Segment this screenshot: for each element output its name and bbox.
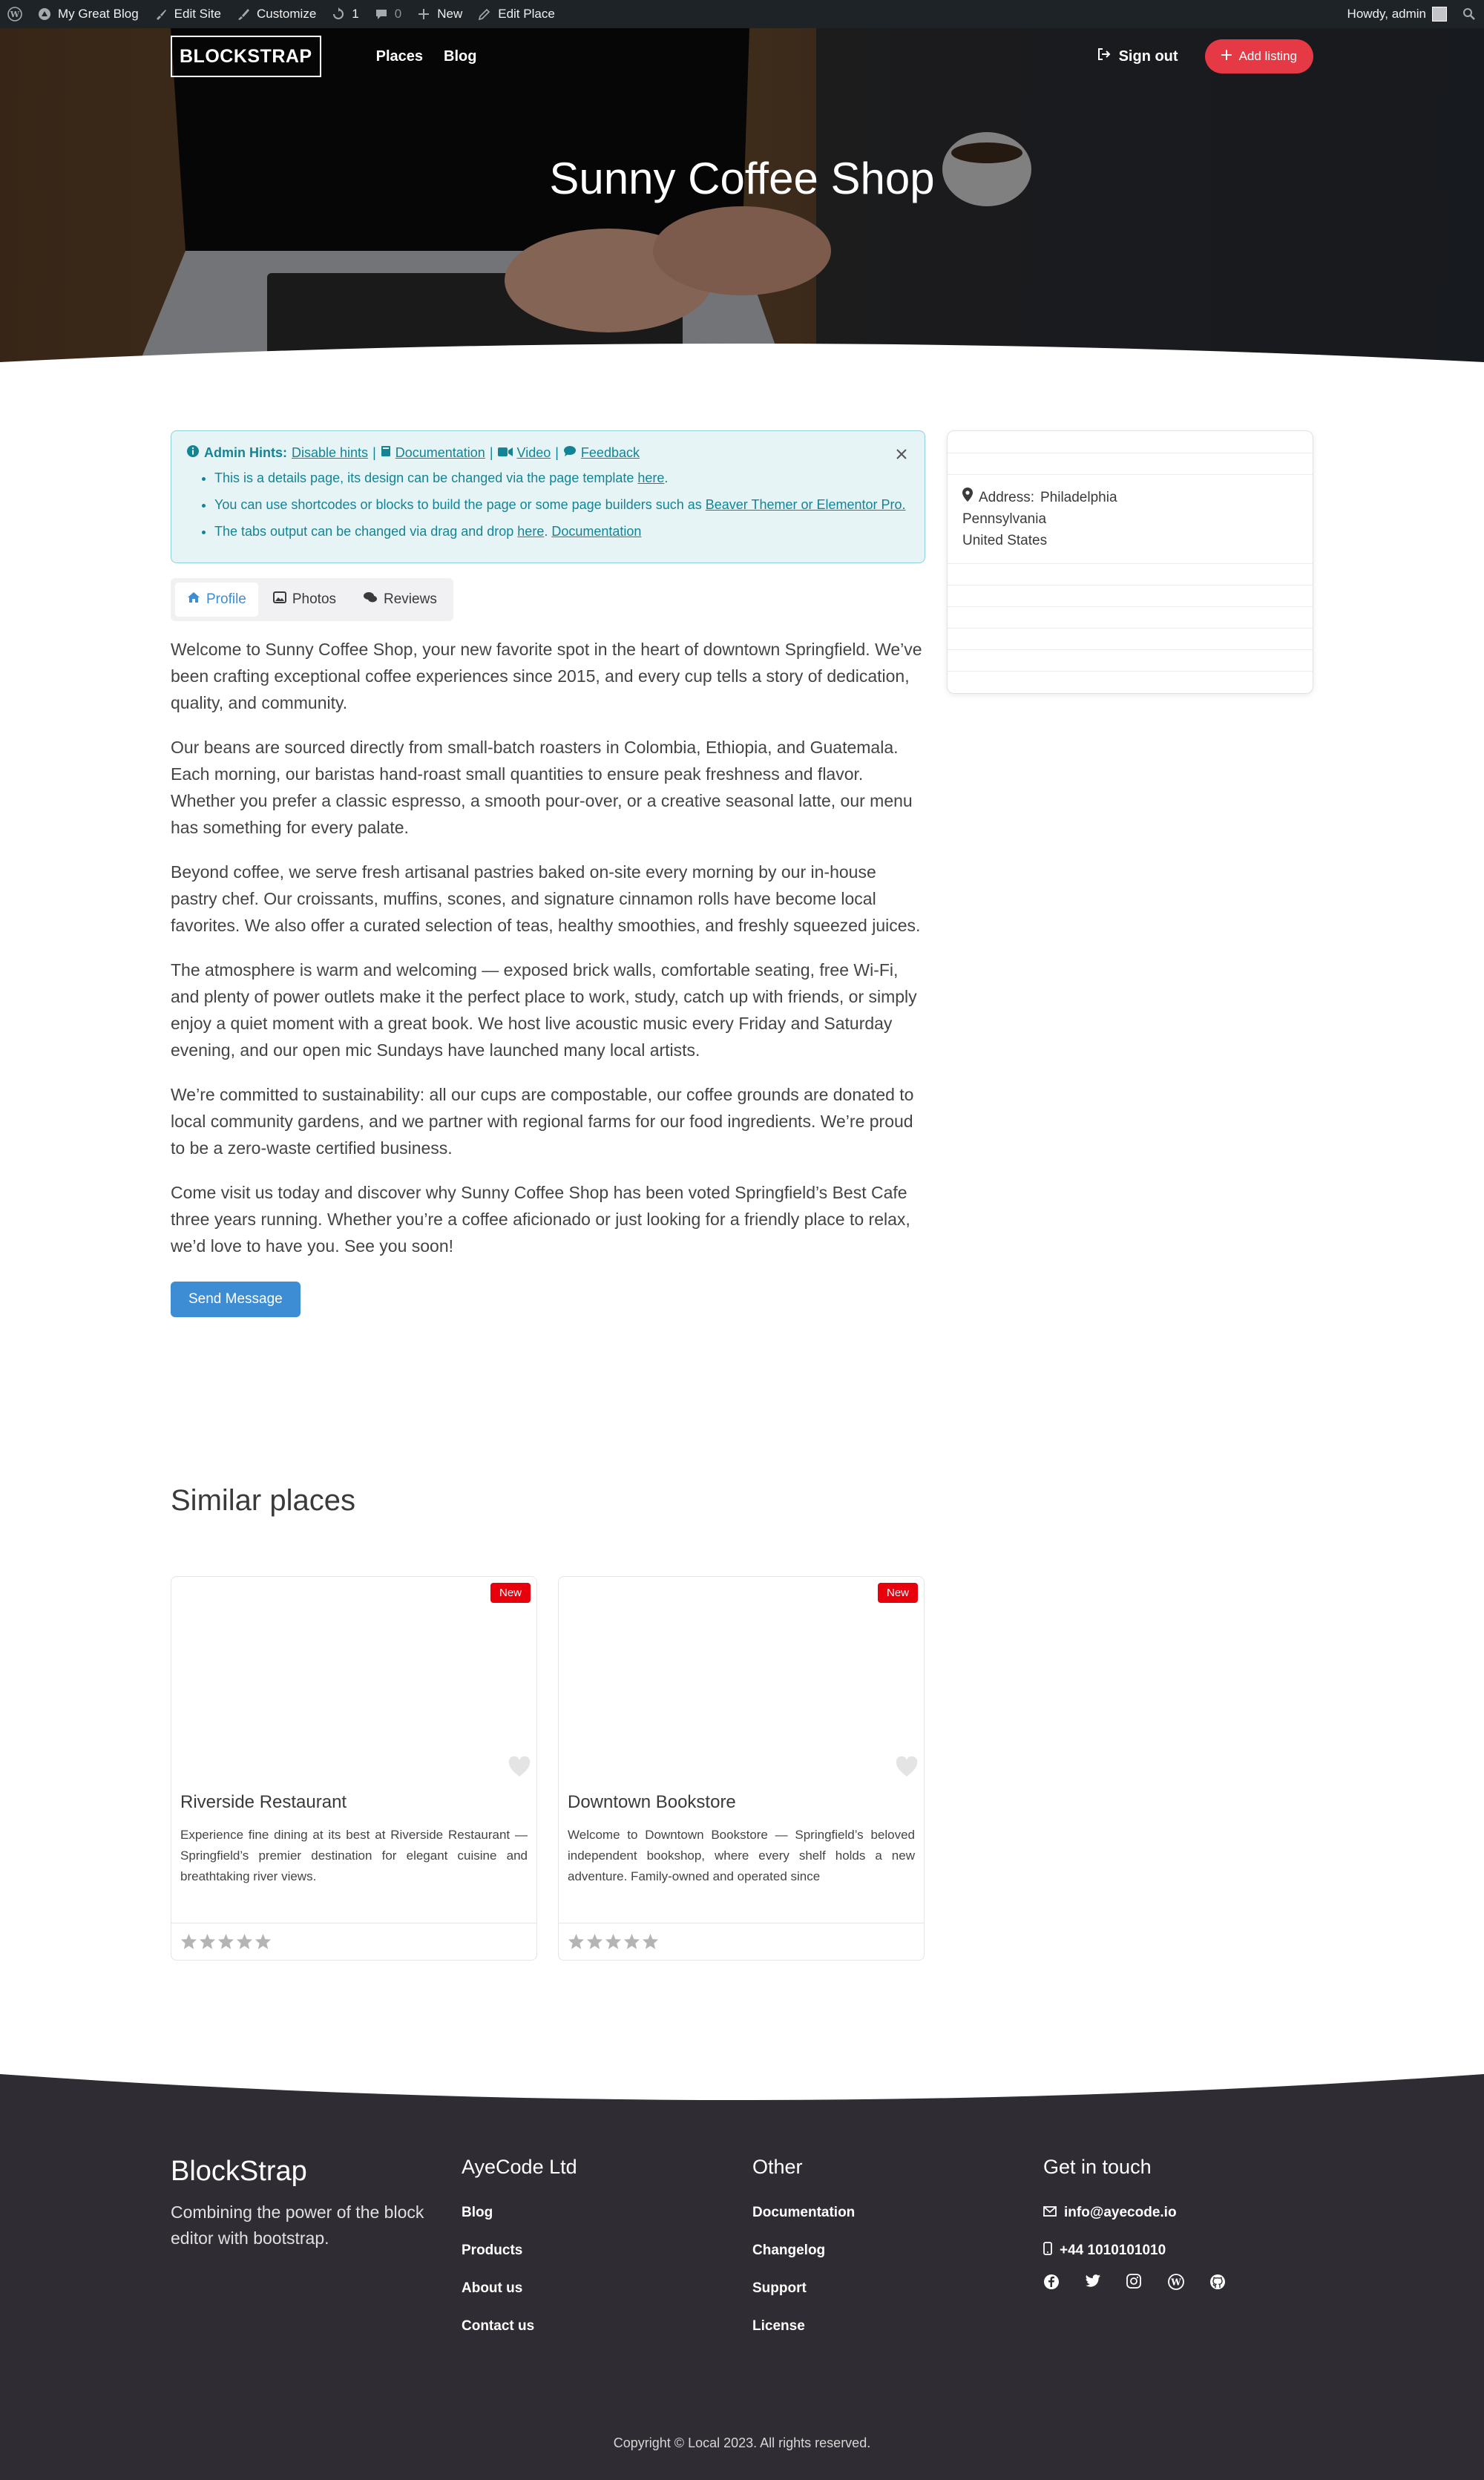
separator: |	[372, 445, 376, 460]
star-icon	[199, 1933, 216, 1950]
rating-stars[interactable]	[559, 1923, 924, 1960]
brand-logo[interactable]: BLOCKSTRAP	[171, 36, 321, 77]
image-icon	[273, 591, 286, 608]
footer-link-license[interactable]: License	[752, 2317, 805, 2334]
tab-profile[interactable]	[175, 583, 258, 617]
footer-tagline: Combining the power of the block editor with bootstrap.	[171, 2202, 424, 2248]
close-icon[interactable]	[893, 446, 910, 462]
edit-place-label: Edit Place	[498, 7, 555, 21]
pencil-icon	[477, 7, 492, 22]
details-tabs	[171, 578, 453, 621]
listing-description: Welcome to Downtown Bookstore — Springfield’s beloved independent bookshop, where every shelf holds a new adventure. Family-owned and operated since	[568, 1828, 915, 1883]
sidebar-row	[948, 564, 1313, 585]
footer-email: info@ayecode.io	[1064, 2204, 1177, 2220]
sidebar-row	[948, 585, 1313, 607]
paragraph: The atmosphere is warm and welcoming — exposed brick walls, comfortable seating, free Wi-Fi, and plenty of power outlets make it the perfect place to work, study, catch up with friends, or simply enjoy a quiet moment with a great book. We host live acoustic music every Friday and Saturday evening, and our open mic Sundays have launched many local artists.	[171, 960, 917, 1060]
new-content-button[interactable]	[409, 0, 470, 28]
section-title: Similar places	[171, 1484, 355, 1517]
hints-title: Admin Hints:	[204, 445, 287, 460]
admin-search-button[interactable]	[1454, 0, 1484, 28]
hero-banner	[0, 28, 1484, 377]
documentation-link[interactable]: Documentation	[395, 445, 485, 460]
hint-text: You can use shortcodes or blocks to build the page or some page builders such as	[214, 497, 706, 512]
footer-background	[0, 2074, 1484, 2480]
page-title: Sunny Coffee Shop	[549, 154, 935, 203]
comment-icon	[563, 445, 577, 461]
footer-brand-column	[171, 2156, 453, 2251]
paragraph: Come visit us today and discover why Sunny Coffee Shop has been voted Springfield’s Best Cafe three years running. Whether you’re a coffee aficionado or just looking for a friendly place to relax, we’d love to have you. See you soon!	[171, 1183, 910, 1256]
sign-out-icon	[1097, 47, 1112, 66]
feedback-link[interactable]: Feedback	[580, 445, 640, 460]
footer-link-about[interactable]: About us	[462, 2280, 523, 2296]
plus-icon	[1221, 49, 1232, 64]
template-here-link[interactable]: here	[637, 470, 665, 485]
customize-label: Customize	[256, 7, 317, 21]
favorite-heart-icon[interactable]	[896, 1756, 918, 1777]
avatar	[1432, 7, 1447, 22]
footer-brand: BlockStrap	[171, 2156, 307, 2187]
tab-photos-label: Photos	[292, 591, 337, 607]
howdy-text: Howdy, admin	[1347, 7, 1426, 21]
listing-card[interactable]	[171, 1576, 537, 1961]
sidebar-row	[948, 629, 1313, 650]
star-icon	[180, 1933, 197, 1950]
star-icon	[568, 1933, 585, 1950]
facebook-icon[interactable]	[1043, 2274, 1061, 2292]
footer-column-other	[752, 2156, 855, 2348]
listing-title[interactable]: Downtown Bookstore	[568, 1792, 736, 1812]
star-icon	[605, 1933, 622, 1950]
separator: |	[489, 445, 493, 460]
star-icon	[217, 1933, 234, 1950]
info-icon	[186, 445, 200, 462]
address-city: Philadelphia	[1040, 490, 1117, 505]
site-name-button[interactable]	[30, 0, 146, 28]
listing-description: Experience fine dining at its best at Riverside Restaurant — Springfield’s premier destination for elegant cuisine and breathtaking river views.	[180, 1828, 528, 1883]
star-icon	[255, 1933, 272, 1950]
account-menu[interactable]	[1340, 0, 1454, 28]
wordpress-logo-button[interactable]	[0, 0, 30, 28]
paragraph: Our beans are sourced directly from small-batch roasters in Colombia, Ethiopia, and Guatemala. Each morning, our baristas hand-roast small quantities to ensure peak freshness and flavor. Whether you prefer a classic espresso, a smooth pour-over, or a creative seasonal latte, our menu has something for every palate.	[171, 738, 913, 837]
footer-column-title: Other	[752, 2156, 803, 2178]
footer-link-products[interactable]: Products	[462, 2242, 523, 2258]
refresh-icon	[331, 7, 346, 22]
footer-phone-link[interactable]	[1043, 2228, 1227, 2272]
mobile-phone-icon	[1043, 2242, 1052, 2260]
nav-link-places[interactable]: Places	[375, 47, 423, 65]
wordpress-icon	[7, 7, 22, 22]
home-icon	[37, 7, 52, 22]
paragraph: We’re committed to sustainability: all our cups are compostable, our coffee grounds are donated to local community gardens, and we partner with regional farms for our food ingredients. We’re proud to be a zero-waste certified business.	[171, 1085, 914, 1158]
tab-profile-label: Profile	[206, 591, 246, 607]
home-icon	[187, 591, 200, 608]
footer-column-contact	[1043, 2156, 1227, 2292]
site-footer	[0, 2074, 1484, 2480]
send-message-button[interactable]: Send Message	[171, 1282, 301, 1317]
address-country: United States	[962, 533, 1048, 548]
tab-reviews[interactable]	[351, 583, 449, 617]
listing-title[interactable]: Riverside Restaurant	[180, 1792, 347, 1812]
address-label: Address:	[979, 490, 1034, 505]
footer-column-title: AyeCode Ltd	[462, 2156, 577, 2178]
comment-icon	[374, 7, 389, 22]
tabs-here-link[interactable]: here	[517, 524, 545, 539]
comments-count: 0	[394, 7, 402, 21]
star-icon	[642, 1933, 659, 1950]
site-name: My Great Blog	[58, 7, 139, 21]
sidebar-row	[948, 650, 1313, 672]
page-builders-link[interactable]: Beaver Themer or Elementor Pro.	[705, 497, 906, 512]
tab-photos[interactable]	[261, 583, 348, 617]
edit-site-label: Edit Site	[174, 7, 221, 21]
main-navbar	[171, 36, 1313, 77]
disable-hints-link[interactable]: Disable hints	[292, 445, 369, 460]
twitter-icon[interactable]	[1085, 2274, 1103, 2292]
tab-reviews-label: Reviews	[384, 591, 437, 607]
footer-link-changelog[interactable]: Changelog	[752, 2242, 826, 2258]
hint-item: • This is a details page, its design can be changed via the page template here.	[214, 468, 910, 488]
details-sidebar	[947, 430, 1313, 694]
admin-bar	[0, 0, 1484, 28]
svg-text:W: W	[1171, 2277, 1181, 2288]
footer-link-documentation[interactable]: Documentation	[752, 2204, 856, 2220]
hint-text: The tabs output can be changed via drag and drop	[214, 524, 518, 539]
favorite-heart-icon[interactable]	[508, 1756, 531, 1777]
add-listing-label: Add listing	[1238, 49, 1297, 63]
sidebar-row	[948, 607, 1313, 629]
sign-out-label: Sign out	[1118, 47, 1178, 65]
github-icon[interactable]	[1209, 2274, 1227, 2292]
add-listing-button[interactable]	[1205, 39, 1313, 73]
address-block	[948, 475, 1313, 564]
star-icon	[623, 1933, 640, 1950]
wordpress-icon[interactable]	[1168, 2274, 1186, 2292]
instagram-icon[interactable]	[1126, 2274, 1144, 2292]
paragraph: Welcome to Sunny Coffee Shop, your new favorite spot in the heart of downtown Springfield. We’ve been crafting exceptional coffee experiences since 2015, and every cup tells a story of dedication, quality, and community.	[171, 640, 922, 712]
comments-icon	[363, 591, 378, 608]
rating-stars[interactable]	[171, 1923, 536, 1960]
footer-link-contact[interactable]: Contact us	[462, 2317, 535, 2334]
hint-text: This is a details page, its design can be changed via the page template	[214, 470, 638, 485]
hints-list	[214, 468, 910, 542]
nav-link-blog[interactable]: Blog	[444, 47, 477, 65]
footer-link-blog[interactable]: Blog	[462, 2204, 493, 2220]
sidebar-row	[948, 453, 1313, 475]
copyright-text: Copyright © Local 2023. All rights reserved.	[613, 2435, 871, 2450]
footer-column-company	[462, 2156, 577, 2348]
place-description	[171, 636, 925, 1317]
sign-out-button[interactable]	[1097, 47, 1178, 66]
main-content	[171, 430, 925, 1317]
video-icon	[498, 445, 513, 461]
separator: |	[555, 445, 559, 460]
comments-button[interactable]	[367, 0, 409, 28]
admin-hints-alert	[171, 430, 925, 563]
envelope-icon	[1043, 2205, 1057, 2221]
footer-link-support[interactable]: Support	[752, 2280, 807, 2296]
svg-text:W: W	[10, 10, 20, 19]
paragraph: Beyond coffee, we serve fresh artisanal pastries baked on-site every morning by our in-house pastry chef. Our croissants, muffins, scones, and signature cinnamon rolls have become local favorites. We also offer a curated selection of teas, healthy smoothies, and freshly squeezed juices.	[171, 862, 921, 935]
brush-icon	[154, 7, 168, 22]
star-icon	[586, 1933, 603, 1950]
social-links	[1043, 2274, 1227, 2292]
new-badge: New	[490, 1583, 531, 1603]
new-label: New	[437, 7, 463, 21]
video-link[interactable]: Video	[516, 445, 551, 460]
address-region: Pennsylvania	[962, 511, 1047, 527]
paintbrush-icon	[236, 7, 251, 22]
hint-item: • The tabs output can be changed via drag and drop here. Documentation	[214, 521, 910, 542]
updates-count: 1	[352, 7, 359, 21]
edit-site-button[interactable]	[146, 0, 229, 28]
updates-button[interactable]	[324, 0, 366, 28]
sidebar-row	[948, 431, 1313, 453]
star-icon	[236, 1933, 253, 1950]
search-icon	[1462, 7, 1477, 22]
similar-cards	[171, 1576, 925, 1961]
new-badge: New	[878, 1583, 918, 1603]
edit-place-button[interactable]	[470, 0, 562, 28]
hint-item	[214, 494, 910, 515]
footer-column-title: Get in touch	[1043, 2156, 1152, 2178]
map-marker-icon	[962, 487, 973, 508]
book-icon	[381, 445, 391, 461]
listing-card[interactable]	[558, 1576, 925, 1961]
footer-phone: +44 1010101010	[1060, 2242, 1166, 2258]
customize-button[interactable]	[229, 0, 324, 28]
tabs-documentation-link[interactable]: Documentation	[551, 524, 642, 539]
similar-places-section	[171, 1484, 925, 1883]
plus-icon	[416, 7, 431, 22]
nav-links	[376, 48, 477, 65]
